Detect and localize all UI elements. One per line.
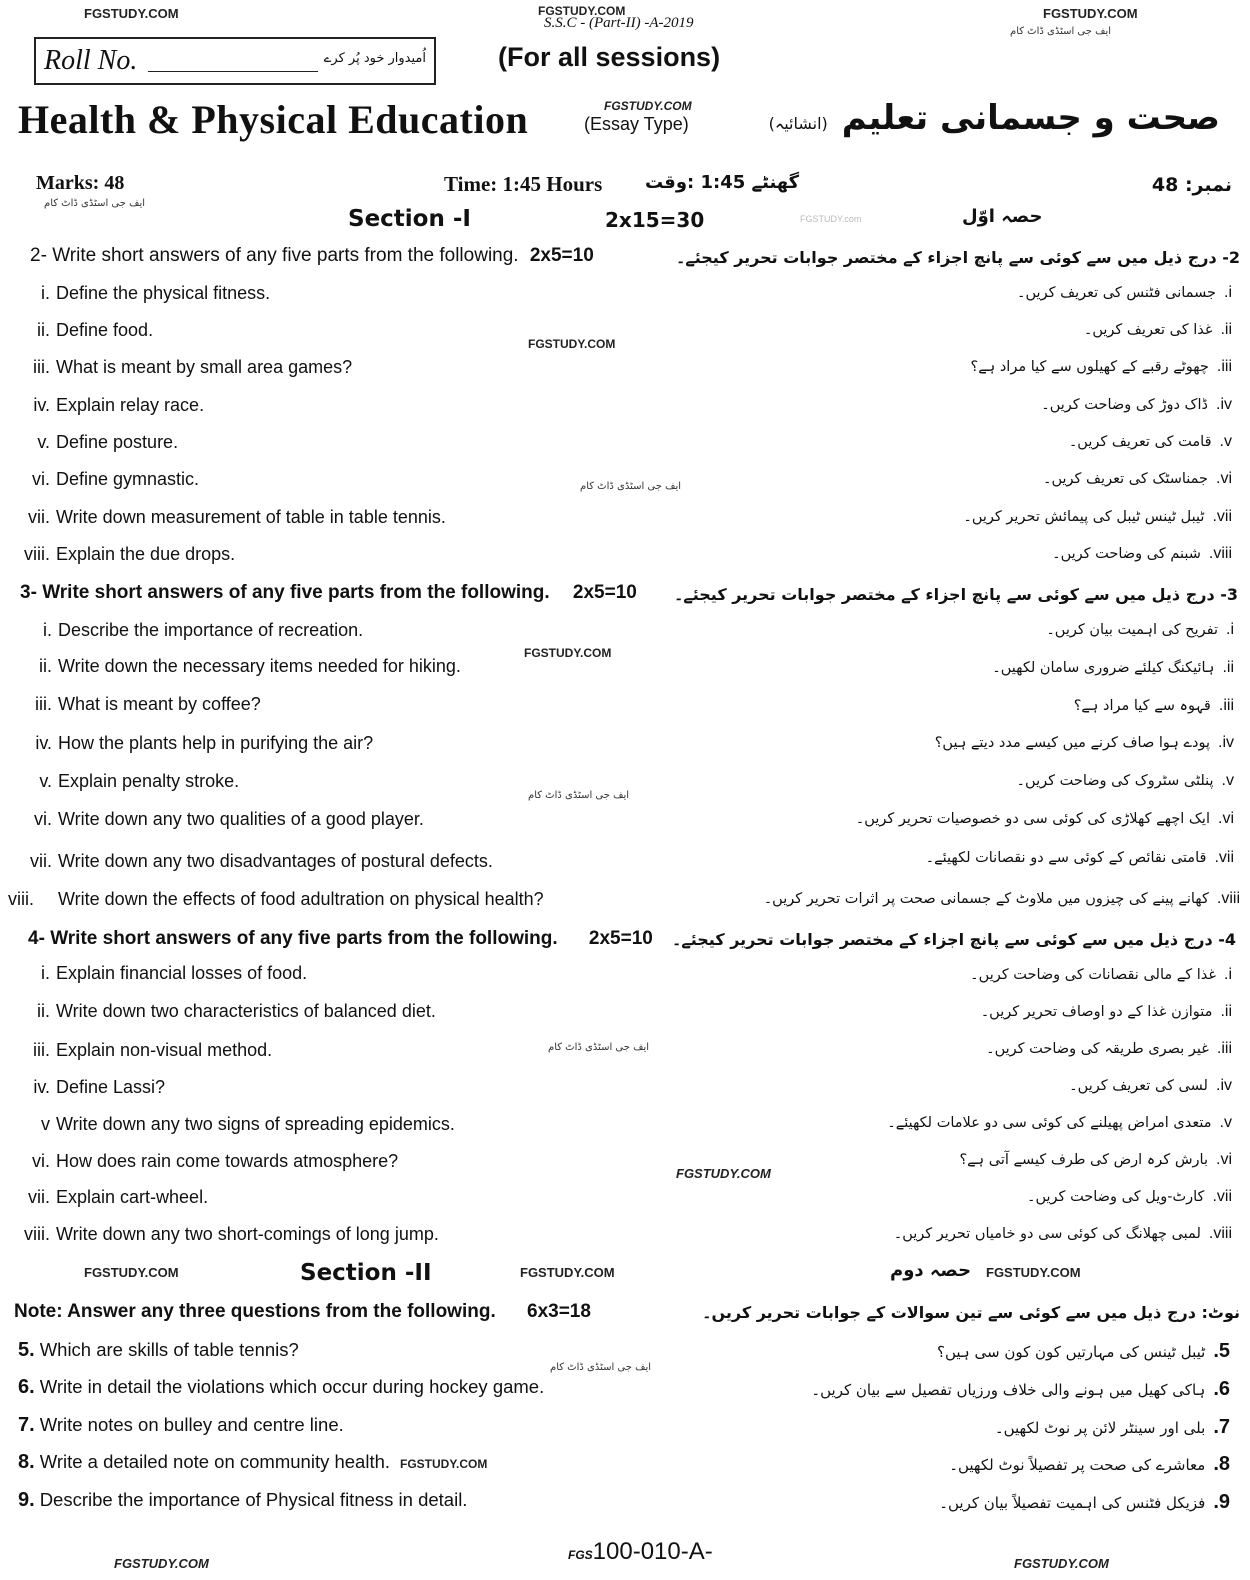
q3-part-ii (20, 656, 461, 677)
part-number: ii. (1220, 321, 1232, 338)
q4-part-iii (18, 1040, 272, 1061)
part-number: ii. (1220, 1003, 1232, 1020)
part-text-urdu: جسمانی فٹنس کی تعریف کریں۔ (1017, 285, 1216, 301)
q2-part-vi (16, 469, 199, 490)
question-text-urdu: بلی اور سینٹر لائن پر نوٹ لکھیں۔ (994, 1419, 1206, 1437)
q2-part-i-urdu (1017, 284, 1232, 302)
question-text: Write short answers of any five parts from the following. (50, 928, 558, 949)
part-text: Explain the due drops. (56, 544, 236, 564)
part-number: ii. (37, 1001, 50, 1021)
question-number: 6. (1213, 1378, 1230, 1400)
part-text-urdu: غذا کی تعریف کریں۔ (1083, 322, 1213, 338)
question-marks: 2x5=10 (588, 928, 653, 949)
paper-type: (Essay Type) (584, 114, 689, 134)
watermark-urdu: ایف جی اسٹڈی ڈاٹ کام (580, 481, 682, 492)
q3-part-iv (16, 733, 373, 754)
watermark-section-2-right: FGSTUDY.COM (986, 1265, 1081, 1280)
part-text-urdu: قامتی نقائص کے کوئی سے دو نقصانات لکھیئے۔ (925, 850, 1207, 866)
question-number: 5. (18, 1339, 35, 1361)
q2-part-iv (16, 395, 204, 416)
question-6 (18, 1376, 544, 1399)
part-number: v (41, 1114, 50, 1134)
part-number: i. (1225, 621, 1234, 638)
part-text: Explain relay race. (56, 395, 205, 415)
question-3-heading (20, 582, 637, 604)
q3-part-i-urdu (1046, 621, 1234, 639)
part-text: Write down any two qualities of a good player. (58, 809, 424, 829)
question-text-urdu: فزیکل فٹنس کی اہمیت تفصیلاً بیان کریں۔ (939, 1494, 1206, 1512)
q2-part-iv-urdu (1041, 396, 1232, 414)
question-4-heading (28, 928, 653, 950)
watermark-top-right-urdu: ایف جی اسٹڈی ڈاٹ کام (1010, 26, 1112, 37)
section-2-title-urdu: حصہ دوم (890, 1260, 972, 1281)
section-1-title: Section -I (348, 206, 471, 232)
q4-part-vii-urdu (1027, 1188, 1232, 1206)
watermark-mid: FGSTUDY.COM (524, 646, 612, 660)
paper-code-prefix: FGS (568, 1548, 593, 1562)
part-text-urdu: تفریح کی اہمیت بیان کریں۔ (1046, 622, 1218, 638)
part-number: i. (1223, 284, 1232, 301)
q3-part-vi-urdu (856, 810, 1234, 828)
part-text-urdu: قامت کی تعریف کریں۔ (1068, 434, 1212, 450)
part-text-urdu: غذا کے مالی نقصانات کی وضاحت کریں۔ (970, 967, 1216, 983)
q3-part-v (16, 771, 239, 792)
q4-part-i (30, 963, 307, 984)
question-text: Write short answers of any five parts from the following. (52, 245, 519, 266)
question-text-urdu: معاشرے کی صحت پر تفصیلاً نوٹ لکھیں۔ (949, 1456, 1206, 1474)
part-number: vii. (28, 1187, 50, 1207)
part-text: Write down any two signs of spreading epidemics. (56, 1114, 455, 1134)
watermark-urdu: ایف جی اسٹڈی ڈاٹ کام (550, 1362, 652, 1373)
part-text: What is meant by coffee? (58, 694, 261, 714)
watermark-top-center: FGSTUDY.COM (538, 4, 626, 18)
q4-part-iii-urdu (986, 1040, 1232, 1058)
section-1-marks: 2x15=30 (605, 208, 705, 232)
q2-part-v (16, 432, 178, 453)
question-7-urdu (995, 1416, 1230, 1439)
part-text-urdu: بارش کرہ ارض کی طرف کیسے آتی ہے؟ (959, 1152, 1208, 1168)
part-number: iv. (1215, 1077, 1232, 1094)
q2-part-vi-urdu (1043, 470, 1232, 488)
question-3-heading-urdu: 3- درج ذیل میں سے کوئی سے پانچ اجزاء کے مختصر جوابات تحریر کیجئے۔ (673, 585, 1238, 604)
question-8 (18, 1451, 487, 1474)
question-number: 8. (1213, 1453, 1230, 1475)
part-text-urdu: پودے ہوا صاف کرنے میں کیسے مدد دیتے ہیں؟ (934, 735, 1210, 751)
q3-part-v-urdu (1017, 772, 1234, 790)
part-text-urdu: لمبی چھلانگ کی کوئی سی دو خامیاں تحریر کریں۔ (893, 1226, 1201, 1242)
watermark-urdu: ایف جی اسٹڈی ڈاٹ کام (548, 1042, 650, 1053)
part-number: v. (1219, 433, 1232, 450)
q3-part-iii (16, 694, 261, 715)
part-text: Define Lassi? (56, 1077, 166, 1097)
question-8-urdu (949, 1453, 1230, 1476)
question-text: Write notes on bulley and centre line. (39, 1414, 344, 1435)
part-text: Describe the importance of recreation. (58, 620, 364, 640)
roll-number-box (34, 37, 436, 85)
section-2-note (14, 1301, 591, 1323)
watermark-faint: FGSTUDY.com (800, 214, 862, 224)
q3-part-viii-urdu (764, 890, 1240, 908)
watermark-section-2-left: FGSTUDY.COM (84, 1265, 179, 1280)
part-text-urdu: لسی کی تعریف کریں۔ (1069, 1078, 1208, 1094)
question-5 (18, 1339, 299, 1362)
q4-part-viii (4, 1224, 439, 1245)
q2-part-iii (16, 357, 352, 378)
part-text: Write down the necessary items needed for hiking. (58, 656, 461, 676)
part-text: Explain financial losses of food. (56, 963, 308, 983)
part-number: viii. (8, 889, 34, 909)
part-text: What is meant by small area games? (56, 357, 353, 377)
watermark-top-right: FGSTUDY.COM (1043, 6, 1138, 21)
part-text: Explain penalty stroke. (58, 771, 240, 791)
part-number: viii. (24, 544, 50, 564)
marks-label: Marks: 48 (36, 172, 125, 194)
part-number: vii. (1212, 508, 1232, 525)
part-number: vi. (32, 469, 50, 489)
q2-part-v-urdu (1069, 433, 1232, 451)
q4-part-vii (10, 1187, 208, 1208)
watermark-section-2-mid: FGSTUDY.COM (520, 1265, 615, 1280)
question-number: 9. (1213, 1491, 1230, 1513)
part-text: Write down any two disadvantages of postural defects. (58, 851, 493, 871)
question-text: Write short answers of any five parts from the following. (42, 582, 550, 603)
q4-part-iv (18, 1077, 165, 1098)
part-number: i. (41, 963, 50, 983)
q2-part-i (28, 283, 270, 304)
note-marks: 6x3=18 (527, 1301, 591, 1322)
q2-part-viii (4, 544, 235, 565)
part-number: vii. (1214, 849, 1234, 866)
part-text: How the plants help in purifying the air? (58, 733, 374, 753)
part-number: iii. (33, 1040, 50, 1060)
question-number: 8. (18, 1451, 35, 1473)
roll-number-label: Roll No. (44, 45, 138, 76)
part-text-urdu: غیر بصری طریقہ کی وضاحت کریں۔ (986, 1041, 1209, 1057)
part-number: viii. (24, 1224, 50, 1244)
question-5-urdu (937, 1340, 1230, 1363)
part-text-urdu: کارٹ-ویل کی وضاحت کریں۔ (1026, 1189, 1205, 1205)
part-number: ii. (37, 320, 50, 340)
part-number: v. (1219, 1114, 1232, 1131)
question-number: 2- (30, 245, 47, 266)
part-number: iii. (1216, 1040, 1232, 1057)
part-number: vi. (1215, 1151, 1232, 1168)
section-2-note-urdu: نوٹ: درج ذیل میں سے کوئی سے تین سوالات کے جوابات تحریر کریں۔ (702, 1303, 1240, 1322)
part-number: iv. (1215, 396, 1232, 413)
part-number: iii. (1216, 358, 1232, 375)
paper-title: Health & Physical Education (18, 97, 529, 142)
part-number: i. (1223, 966, 1232, 983)
time-label: Time: 1:45 Hours (444, 172, 603, 196)
part-number: i. (43, 620, 52, 640)
section-1-title-urdu: حصہ اوّل (962, 206, 1043, 227)
question-text: Which are skills of table tennis? (39, 1339, 299, 1360)
part-number: vi. (1217, 810, 1234, 827)
part-number: v. (1221, 772, 1234, 789)
q2-part-vii (10, 507, 446, 528)
q3-part-viii (2, 889, 544, 910)
part-number: iv. (1217, 734, 1234, 751)
part-number: ii. (1222, 659, 1234, 676)
q4-part-v (18, 1114, 455, 1135)
part-text-urdu: قہوہ سے کیا مراد ہے؟ (1073, 698, 1211, 714)
paper-code (568, 1538, 713, 1566)
q2-part-vii-urdu (963, 508, 1232, 526)
part-number: viii. (1208, 545, 1232, 562)
q2-part-ii (28, 320, 153, 341)
q3-part-vi (14, 809, 424, 830)
watermark-title: FGSTUDY.COM (604, 99, 692, 113)
part-number: iv. (35, 733, 52, 753)
part-text-urdu: ڈاک دوڑ کی وضاحت کریں۔ (1041, 397, 1208, 413)
question-text-urdu: ٹیبل ٹینس کی مہارتیں کون کون سی ہیں؟ (937, 1343, 1206, 1361)
q3-part-vii (10, 851, 493, 872)
question-text: Write a detailed note on community health. (39, 1451, 391, 1472)
part-text-urdu: کھانے پینے کی چیزوں میں ملاوٹ کے جسمانی صحت پر اثرات تحریر کریں۔ (763, 891, 1209, 907)
part-number: vi. (34, 809, 52, 829)
sessions-label: (For all sessions) (498, 42, 721, 72)
watermark-mid: FGSTUDY.COM (676, 1166, 771, 1181)
paper-type-urdu: (انشائیہ) (768, 114, 828, 133)
time-label-urdu: گھنٹے 1:45 :وقت (645, 172, 800, 193)
part-number: ii. (39, 656, 52, 676)
part-text: Write down any two short-comings of long jump. (56, 1224, 439, 1244)
question-6-urdu (811, 1378, 1230, 1401)
part-text: Explain cart-wheel. (56, 1187, 209, 1207)
part-text: How does rain come towards atmosphere? (56, 1151, 399, 1171)
part-number: iv. (33, 1077, 50, 1097)
question-7 (18, 1414, 344, 1437)
section-2-title: Section -II (300, 1260, 432, 1286)
question-9-urdu (939, 1491, 1230, 1514)
watermark-footer-right: FGSTUDY.COM (1014, 1556, 1109, 1571)
part-text-urdu: چھوٹے رقبے کے کھیلوں سے کیا مراد ہے؟ (970, 359, 1209, 375)
q4-part-ii-urdu (981, 1003, 1232, 1021)
q3-part-iv-urdu (935, 734, 1234, 752)
part-number: iii. (35, 694, 52, 714)
question-2-heading-urdu: 2- درج ذیل میں سے کوئی سے پانچ اجزاء کے مختصر جوابات تحریر کیجئے۔ (675, 248, 1240, 267)
roll-number-urdu-label: اُمیدوار خود پُر کرے (323, 51, 426, 66)
q4-part-viii-urdu (894, 1225, 1232, 1243)
part-number: vi. (32, 1151, 50, 1171)
watermark-urdu-marks: ایف جی اسٹڈی ڈاٹ کام (44, 198, 146, 209)
paper-code-value: 100-010-A- (592, 1538, 713, 1565)
watermark-urdu: ایف جی اسٹڈی ڈاٹ کام (528, 790, 630, 801)
question-2-heading (30, 245, 594, 267)
part-text: Define posture. (56, 432, 179, 452)
part-number: viii. (1216, 890, 1240, 907)
part-text: Write down measurement of table in table tennis. (56, 507, 446, 527)
q4-part-vi (14, 1151, 398, 1172)
question-text-urdu: ہاکی کھیل میں ہونے والی خلاف ورزیاں تفصیل سے بیان کریں۔ (811, 1381, 1206, 1399)
question-number: 9. (18, 1489, 35, 1511)
part-number: vii. (28, 507, 50, 527)
part-text: Explain non-visual method. (56, 1040, 273, 1060)
question-number: 4- (28, 928, 45, 949)
part-text: Write down two characteristics of balanced diet. (56, 1001, 436, 1021)
part-number: vii. (30, 851, 52, 871)
part-number: i. (41, 283, 50, 303)
question-number: 6. (18, 1376, 35, 1398)
watermark-mid: FGSTUDY.COM (528, 337, 616, 351)
part-text-urdu: ٹیبل ٹینس ٹیبل کی پیمائش تحریر کریں۔ (963, 509, 1205, 525)
q3-part-iii-urdu (1074, 697, 1234, 715)
question-number: 7. (1213, 1416, 1230, 1438)
part-number: iv. (33, 395, 50, 415)
question-9 (18, 1489, 467, 1512)
question-number: 3- (20, 582, 37, 603)
watermark-inline: FGSTUDY.COM (400, 1457, 488, 1471)
q4-part-i-urdu (970, 966, 1232, 984)
question-text: Describe the importance of Physical fitness in detail. (39, 1489, 468, 1510)
q3-part-vii-urdu (926, 849, 1234, 867)
part-text-urdu: پنلٹی سٹروک کی وضاحت کریں۔ (1016, 773, 1214, 789)
part-text-urdu: ہائیکنگ کیلئے ضروری سامان لکھیں۔ (992, 660, 1215, 676)
paper-title-urdu-text: صحت و جسمانی تعلیم (841, 98, 1220, 138)
watermark-top-left: FGSTUDY.COM (84, 6, 179, 21)
question-4-heading-urdu: 4- درج ذیل میں سے کوئی سے پانچ اجزاء کے مختصر جوابات تحریر کیجئے۔ (671, 930, 1236, 949)
note-text: Note: Answer any three questions from the following. (14, 1301, 496, 1322)
part-number: v. (37, 432, 50, 452)
part-text-urdu: متوازن غذا کے دو اوصاف تحریر کریں۔ (980, 1004, 1213, 1020)
question-text: Write in detail the violations which occur during hockey game. (39, 1376, 545, 1397)
part-text-urdu: شبنم کی وضاحت کریں۔ (1052, 546, 1201, 562)
q3-part-i (24, 620, 363, 641)
part-number: vi. (1215, 470, 1232, 487)
question-number: 5. (1213, 1340, 1230, 1362)
exam-code: S.S.C - (Part-II) -A-2019 (544, 15, 694, 31)
part-number: v. (39, 771, 52, 791)
part-text: Define the physical fitness. (56, 283, 271, 303)
part-text-urdu: جمناسٹک کی تعریف کریں۔ (1042, 471, 1208, 487)
q4-part-vi-urdu (959, 1151, 1232, 1169)
part-number: iii. (33, 357, 50, 377)
q2-part-viii-urdu (1052, 545, 1232, 563)
part-number: viii. (1208, 1225, 1232, 1242)
q3-part-ii-urdu (992, 659, 1234, 677)
watermark-footer-left: FGSTUDY.COM (114, 1556, 209, 1571)
question-marks: 2x5=10 (572, 582, 637, 603)
part-text: Define food. (56, 320, 154, 340)
marks-label-urdu: نمبر: 48 (1151, 174, 1232, 196)
q4-part-iv-urdu (1069, 1077, 1232, 1095)
part-text: Define gymnastic. (56, 469, 200, 489)
paper-title-urdu (769, 98, 1220, 138)
roll-number-field[interactable] (148, 71, 318, 72)
part-text-urdu: ایک اچھے کھلاڑی کی کوئی سی دو خصوصیات تحریر کریں۔ (855, 811, 1210, 827)
part-text: Write down the effects of food adultration on physical health? (58, 889, 544, 909)
part-text-urdu: متعدی امراض پھیلنے کی کوئی سی دو علامات لکھیئے۔ (887, 1115, 1212, 1131)
question-number: 7. (18, 1414, 35, 1436)
part-number: iii. (1218, 697, 1234, 714)
part-number: vii. (1212, 1188, 1232, 1205)
q4-part-ii (24, 1001, 436, 1022)
q2-part-iii-urdu (971, 358, 1232, 376)
q2-part-ii-urdu (1084, 321, 1232, 339)
question-marks: 2x5=10 (529, 245, 594, 266)
q4-part-v-urdu (887, 1114, 1232, 1132)
